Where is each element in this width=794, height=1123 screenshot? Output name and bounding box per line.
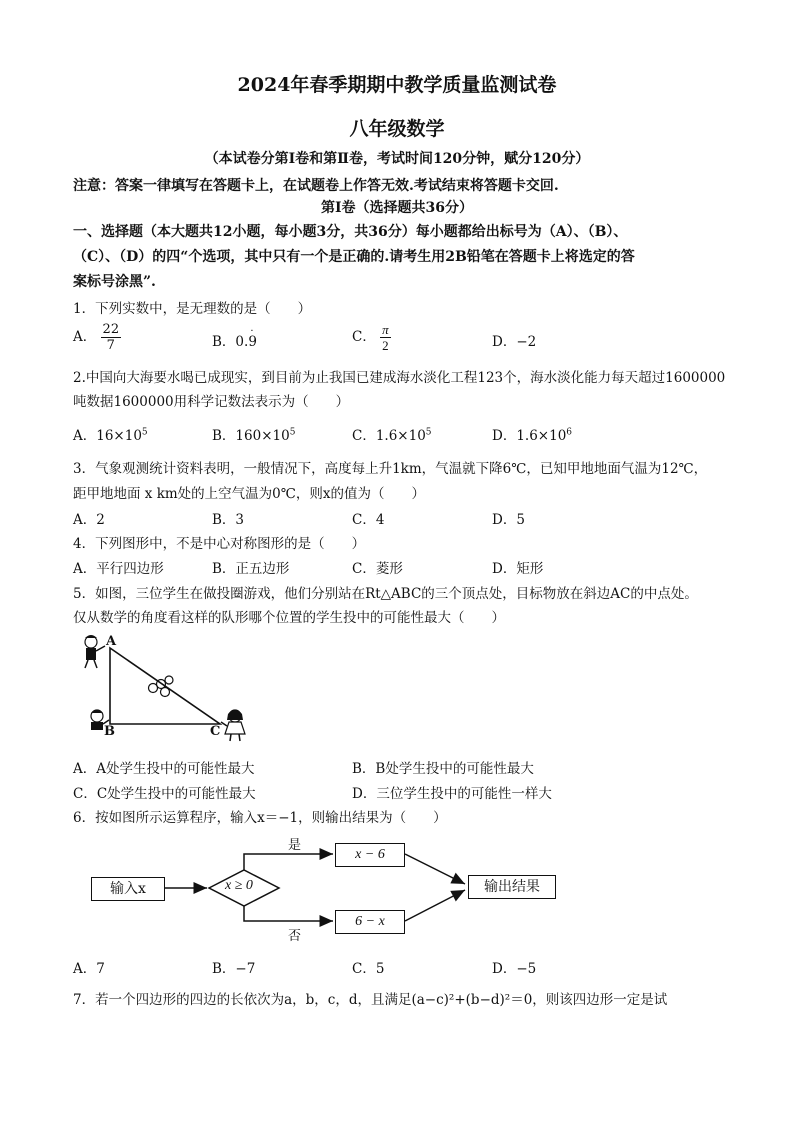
vertex-label-b: B (104, 724, 115, 739)
q2-a-exponent: 5 (141, 427, 148, 438)
triangle-svg (75, 630, 255, 745)
q2-d-exponent: 6 (566, 427, 573, 438)
arrow-yes-branch (244, 854, 333, 870)
q6-option-d: D．−5 (492, 961, 537, 977)
instructions-line-2: （C）、（D）的四“个选项，其中只有一个是正确的.请考生用2B铅笔在答题卡上将选定的答 (73, 249, 635, 265)
q4-option-a: A．平行四边形 (73, 561, 164, 577)
q2-b-exponent: 5 (289, 427, 296, 438)
exam-notice: 注意：答案一律填写在答题卡上，在试题卷上作答无效.考试结束将答题卡交回. (73, 178, 559, 194)
student-a-icon (85, 635, 105, 668)
q3-stem-1: 3．气象观测统计资料表明，一般情况下，高度每上升1km，气温就下降6℃，已知甲地地面气温为12℃， (73, 461, 708, 477)
q1-c-fraction (380, 322, 391, 353)
yes-result-box: x − 6 (335, 843, 405, 867)
q1-stem: 1．下列实数中，是无理数的是（ ） (73, 301, 312, 317)
q1-a-denominator: 7 (106, 338, 115, 353)
repeating-dot: · (250, 326, 254, 337)
q6-stem: 6．按如图所示运算程序，输入x＝−1，则输出结果为（ ） (73, 810, 447, 826)
no-label: 否 (288, 929, 302, 944)
q5-stem-1: 5．如图，三位学生在做投圈游戏，他们分别站在Rt△ABC的三个顶点处，目标物放在斜边AC的中点处。 (73, 586, 698, 602)
hoop-4 (165, 676, 173, 684)
q5-option-d: D．三位学生投中的可能性一样大 (352, 786, 552, 802)
q6-option-b: B．−7 (212, 961, 256, 977)
q7-stem: 7．若一个四边形的四边的长依次为a，b，c，d，且满足(a−c)²+(b−d)²＝0，则该四边形一定是试 (73, 992, 668, 1008)
q2-option-d (492, 424, 572, 444)
q2-stem-1: 2.中国向大海要水喝已成现实，到目前为止我国已建成海水淡化工程123个，海水淡化能力每天超过1600000 (73, 370, 726, 386)
q2-a-base: A．16×10 (73, 428, 142, 444)
q1-option-c (352, 322, 391, 353)
vertex-label-a: A (106, 634, 117, 649)
section-heading: 第Ⅰ卷（选择题共36分） (320, 200, 474, 216)
q1-b-value (248, 326, 257, 350)
q1-b-digit: 9 (248, 334, 257, 350)
q2-c-base: C．1.6×10 (352, 428, 426, 444)
q4-stem: 4．下列图形中，不是中心对称图形的是（ ） (73, 536, 366, 552)
q4-option-b: B．正五边形 (212, 561, 290, 577)
q3-option-a: A．2 (73, 512, 105, 528)
no-result-box: 6 − x (335, 910, 405, 934)
hoop-3 (161, 688, 170, 697)
q5-option-b: B．B处学生投中的可能性最大 (352, 761, 534, 777)
q1-c-numerator: π (382, 322, 389, 337)
q2-b-base: B．160×10 (212, 428, 290, 444)
q2-option-b (212, 424, 295, 444)
triangle-figure (75, 630, 255, 745)
q1-a-fraction (101, 322, 122, 353)
q4-option-d: D．矩形 (492, 561, 544, 577)
q1-c-label: C． (352, 329, 376, 345)
flowchart (85, 830, 565, 945)
q2-option-a (73, 424, 148, 444)
q1-c-denominator: 2 (382, 338, 389, 353)
q6-option-a: A．7 (73, 961, 105, 977)
q4-option-c: C．菱形 (352, 561, 403, 577)
q3-option-d: D．5 (492, 512, 525, 528)
q1-a-numerator: 22 (102, 322, 120, 337)
q1-b-label: B．0. (212, 334, 249, 350)
q5-stem-2: 仅从数学的角度看这样的队形哪个位置的学生投中的可能性最大（ ） (73, 610, 505, 626)
q1-option-a (73, 322, 121, 353)
input-box: 输入x (91, 877, 165, 901)
q2-option-c (352, 424, 432, 444)
q1-option-b (212, 326, 257, 350)
q2-d-base: D．1.6×10 (492, 428, 567, 444)
output-box: 输出结果 (468, 875, 556, 899)
q6-option-c: C．5 (352, 961, 385, 977)
q2-stem-2: 吨数据1600000用科学记数法表示为（ ） (73, 394, 350, 410)
arrow-no-to-output (405, 890, 465, 921)
arrow-yes-to-output (405, 854, 465, 884)
exam-subtitle: 八年级数学 (349, 118, 445, 140)
q1-a-label: A． (73, 329, 97, 345)
q3-option-b: B．3 (212, 512, 245, 528)
q1-option-d: D．−2 (492, 334, 537, 350)
q3-stem-2: 距甲地地面 x km处的上空气温为0℃，则x的值为（ ） (73, 486, 425, 502)
q2-c-exponent: 5 (425, 427, 432, 438)
exam-info: （本试卷分第Ⅰ卷和第Ⅱ卷，考试时间120分钟，赋分120分） (204, 151, 590, 167)
student-c-icon (221, 710, 245, 742)
yes-label: 是 (288, 838, 302, 853)
arrow-no-branch (244, 906, 333, 921)
q5-option-a: A．A处学生投中的可能性最大 (73, 761, 255, 777)
q5-option-c: C．C处学生投中的可能性最大 (73, 786, 256, 802)
exam-title: 2024年春季期期中教学质量监测试卷 (237, 74, 557, 96)
q3-option-c: C．4 (352, 512, 385, 528)
vertex-label-c: C (210, 724, 221, 739)
instructions-line-3: 案标号涂黑”. (73, 274, 156, 290)
instructions-line-1: 一、选择题（本大题共12小题，每小题3分，共36分）每小题都给出标号为（A）、（B）、 (73, 224, 628, 240)
condition-label: x ≥ 0 (225, 878, 253, 893)
